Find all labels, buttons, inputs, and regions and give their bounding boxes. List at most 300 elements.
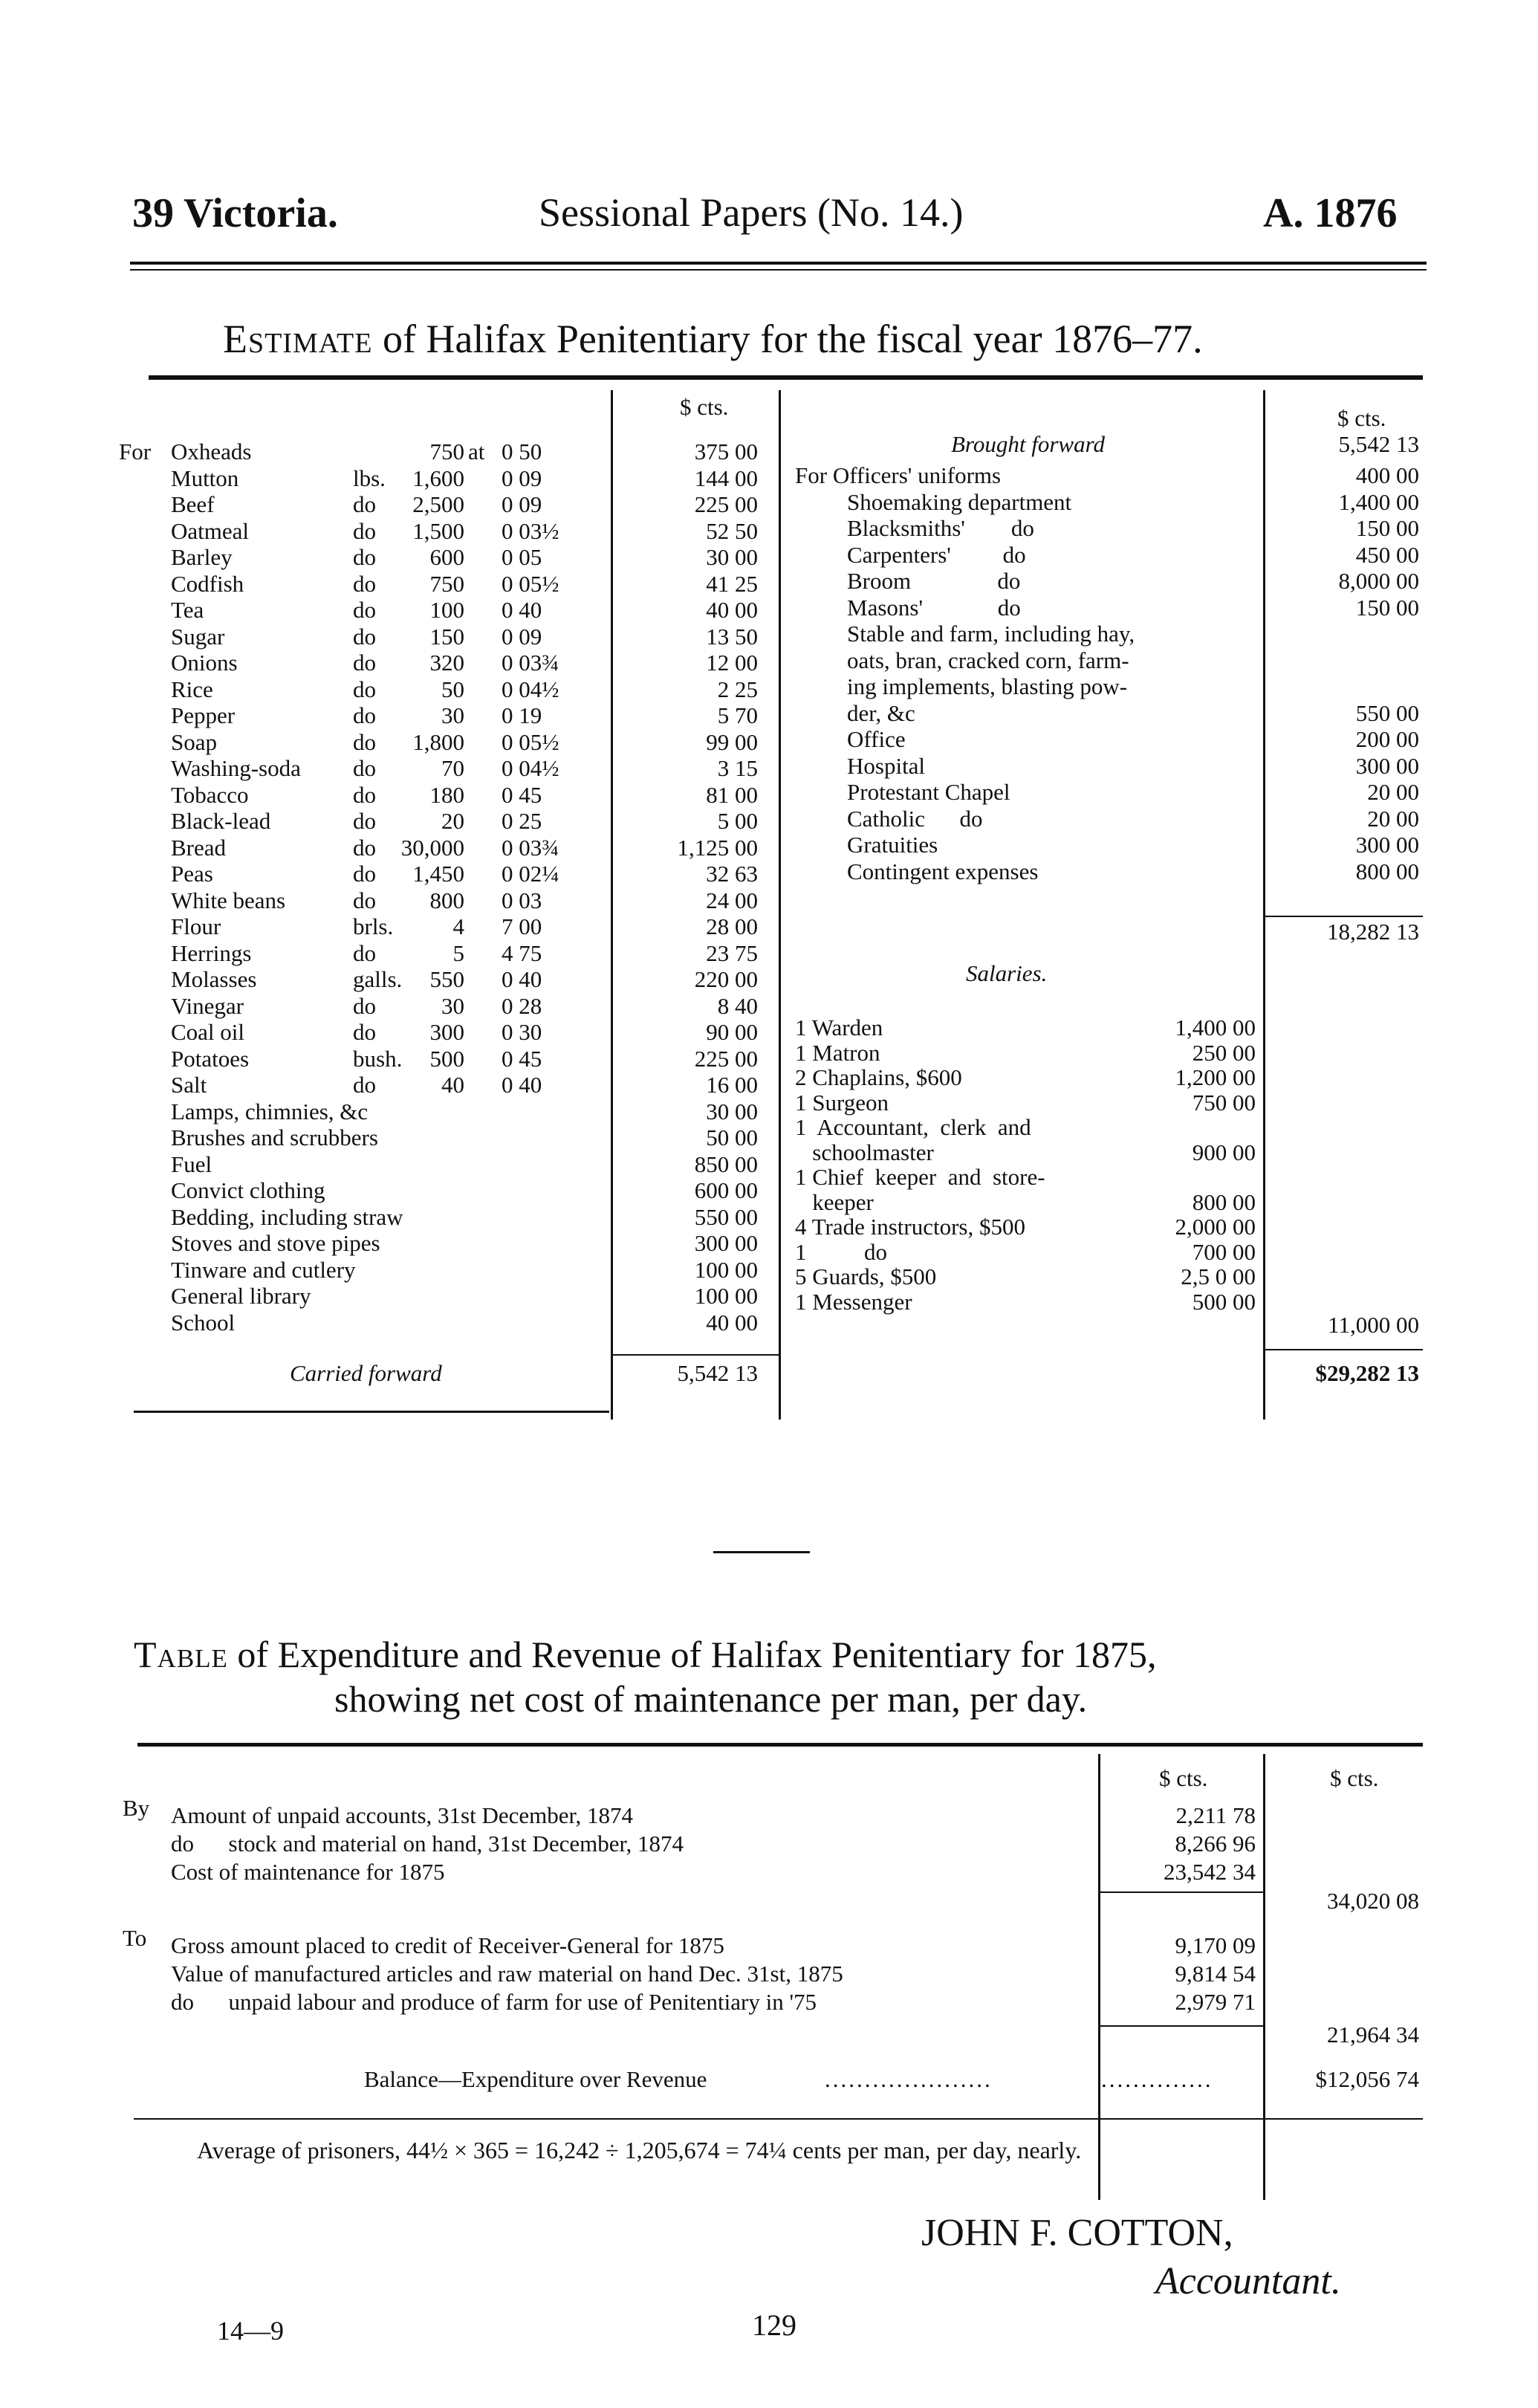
salary-name: 2 Chaplains, $600 [795, 1064, 962, 1090]
row-text: Cost of maintenance for 1875 [171, 1859, 445, 1885]
estimate-row [171, 1072, 765, 1098]
item-qty: 100 [429, 597, 464, 623]
item-amount: 5 00 [717, 808, 758, 834]
estimate-row [171, 438, 765, 465]
item-name: Fuel [171, 1150, 212, 1177]
signature-title: Accountant. [1155, 2260, 1341, 2302]
item-unit: do [353, 728, 376, 755]
salary-amount: 900 00 [1192, 1139, 1256, 1165]
item-name: Mutton [171, 465, 239, 491]
item-name: Flour [171, 913, 221, 939]
item-amount: 2 25 [717, 676, 758, 702]
estimate-right-row [795, 621, 1419, 647]
item-amount: 400 00 [1355, 462, 1419, 488]
estimate-row [171, 571, 765, 598]
item-unit: do [353, 992, 376, 1019]
header-right: A. 1876 [1263, 190, 1398, 236]
item-unit: do [353, 861, 376, 887]
item-price: 0 40 [502, 1072, 542, 1098]
header-left: 39 Victoria. [132, 190, 338, 236]
salary-row [795, 1064, 1263, 1091]
item-name: Bedding, including straw [171, 1203, 403, 1230]
subtotal-rule [1263, 916, 1423, 917]
item-name: Potatoes [171, 1045, 250, 1072]
salary-name: 1 do [795, 1238, 887, 1265]
item-amount: 1,125 00 [677, 834, 758, 861]
header-center: Sessional Papers (No. 14.) [539, 190, 964, 235]
item-amount: 90 00 [706, 1019, 758, 1045]
item-unit: do [353, 676, 376, 702]
divider [779, 390, 781, 1420]
item-amount: 5 70 [717, 702, 758, 728]
section-rule [134, 1411, 609, 1413]
salary-name: 1 Matron [795, 1039, 880, 1066]
estimate-title-rest: of Halifax Penitentiary for the fiscal year 1876–77. [382, 317, 1203, 361]
estimate-row [171, 835, 765, 861]
item-name: Protestant Chapel [847, 779, 1010, 805]
estimate-row [171, 808, 765, 835]
subtotal-rule [611, 1354, 779, 1356]
salary-amount: 2,5 0 00 [1181, 1263, 1256, 1289]
item-amount: 24 00 [706, 887, 758, 913]
item-amount: 32 63 [706, 861, 758, 887]
item-amount: 375 00 [694, 438, 758, 465]
row-amount: 2,979 71 [1175, 1989, 1256, 2015]
item-unit: do [353, 1019, 376, 1045]
estimate-right-row [795, 673, 1419, 700]
item-amount: 8,000 00 [1338, 568, 1419, 594]
item-amount: 16 00 [706, 1072, 758, 1098]
table-title-prefix: Table [134, 1634, 228, 1675]
item-amount: 30 00 [706, 544, 758, 570]
item-name: Convict clothing [171, 1177, 325, 1203]
estimate-row [171, 729, 765, 756]
item-name: Hospital [847, 752, 926, 779]
item-amount: 225 00 [694, 491, 758, 517]
estimate-row [171, 518, 765, 545]
row-amount: 8,266 96 [1175, 1831, 1256, 1857]
salary-name: 1 Warden [795, 1014, 883, 1040]
item-name: General library [171, 1283, 311, 1309]
table-title-line1: of Expenditure and Revenue of Halifax Penitentiary for 1875, [237, 1634, 1157, 1675]
estimate-row [171, 650, 765, 676]
item-amount: 850 00 [694, 1150, 758, 1177]
estimate-title-prefix: Estimate [223, 317, 373, 361]
by-total: 34,020 08 [1327, 1888, 1419, 1914]
item-amount: 30 00 [706, 1098, 758, 1124]
item-unit: do [353, 834, 376, 861]
item-amount: 8 40 [717, 992, 758, 1019]
salary-amount: 500 00 [1192, 1288, 1256, 1315]
item-unit: do [353, 781, 376, 808]
salary-row [795, 1214, 1263, 1240]
salaries-total: 11,000 00 [1328, 1312, 1419, 1338]
item-name: Office [847, 726, 906, 752]
item-name: Contingent expenses [847, 858, 1039, 884]
item-unit: do [353, 597, 376, 623]
item-price: 0 05 [502, 544, 542, 570]
salary-amount: 800 00 [1192, 1188, 1256, 1215]
first-prefix: For [119, 438, 152, 465]
item-name: Oxheads [171, 438, 252, 465]
item-unit: do [353, 517, 376, 544]
salary-name: 1 Surgeon [795, 1089, 889, 1116]
item-name: Tinware and cutlery [171, 1256, 356, 1283]
item-name: Vinegar [171, 992, 244, 1019]
item-name: oats, bran, cracked corn, farm- [847, 647, 1129, 673]
salaries-heading: Salaries. [966, 960, 1048, 986]
item-qty: 5 [452, 939, 464, 966]
item-amount: 225 00 [694, 1045, 758, 1072]
estimate-row [171, 940, 765, 967]
subtotal-rule [1098, 2025, 1263, 2027]
estimate-row [171, 1019, 765, 1046]
item-qty: 300 [429, 1019, 464, 1045]
item-amount: 150 00 [1355, 515, 1419, 541]
item-unit: bush. [353, 1045, 403, 1072]
item-price: 0 09 [502, 465, 542, 491]
item-unit: brls. [353, 913, 394, 939]
item-amount: 3 15 [717, 755, 758, 781]
estimate-rule [149, 375, 1423, 380]
item-qty: 40 [441, 1072, 464, 1098]
item-unit: do [353, 887, 376, 913]
item-price: 0 03¾ [502, 650, 559, 676]
item-amount: 450 00 [1355, 541, 1419, 568]
average-note: Average of prisoners, 44½ × 365 = 16,242 ÷ 1,205,674 = 74¼ cents per man, per day, nearly. [197, 2137, 1082, 2163]
item-amount: 150 00 [1355, 594, 1419, 621]
salary-amount: 750 00 [1192, 1089, 1256, 1116]
item-price: 0 25 [502, 808, 542, 834]
estimate-row [171, 993, 765, 1020]
signature-name: JOHN F. COTTON, [921, 2212, 1233, 2254]
item-price: 0 02¼ [502, 861, 559, 887]
item-qty: 20 [441, 808, 464, 834]
item-price: 0 40 [502, 966, 542, 992]
table-col1-head: $ cts. [1159, 1765, 1208, 1791]
item-qty: 320 [429, 650, 464, 676]
item-price: 4 75 [502, 939, 542, 966]
row-text: do unpaid labour and produce of farm for use of Penitentiary in '75 [171, 1989, 817, 2015]
balance-label: Balance—Expenditure over Revenue [364, 2066, 707, 2092]
salary-amount: 700 00 [1192, 1238, 1256, 1265]
item-name: Brought forward [951, 431, 1105, 457]
row-amount: 9,170 09 [1175, 1932, 1256, 1958]
estimate-row [171, 624, 765, 650]
section-separator [713, 1551, 810, 1553]
item-name: Lamps, chimnies, &c [171, 1098, 369, 1124]
item-name: Tobacco [171, 781, 249, 808]
item-unit: do [353, 623, 376, 650]
item-amount: 300 00 [694, 1230, 758, 1256]
item-name: Molasses [171, 966, 257, 992]
salary-amount: 1,200 00 [1175, 1064, 1256, 1090]
table-row [171, 1961, 1256, 1987]
salary-name: 1 Accountant, clerk and [795, 1114, 1031, 1140]
estimate-right-row [795, 753, 1419, 780]
item-name: Barley [171, 544, 233, 570]
estimate-row [171, 1151, 765, 1178]
estimate-right-row [795, 858, 1419, 885]
item-qty: 30 [441, 992, 464, 1019]
header-rule [130, 262, 1427, 265]
item-amount: 200 00 [1355, 726, 1419, 752]
item-name: Gratuities [847, 832, 938, 858]
salary-name: schoolmaster [795, 1139, 934, 1165]
item-qty: 30,000 [400, 834, 464, 861]
item-price: 0 03 [502, 887, 542, 913]
estimate-row [171, 702, 765, 729]
carried-forward-amount: 5,542 13 [677, 1360, 758, 1386]
item-qty: 600 [429, 544, 464, 570]
item-price: 0 09 [502, 491, 542, 517]
footer-left: 14—9 [217, 2316, 284, 2346]
salary-row [795, 1090, 1263, 1116]
item-amount: 20 00 [1367, 805, 1419, 832]
item-name: Blacksmiths' do [847, 515, 1034, 541]
item-name: Tea [171, 597, 204, 623]
item-name: Black-lead [171, 808, 271, 834]
row-text: do stock and material on hand, 31st December, 1874 [171, 1831, 684, 1857]
item-name: Broom do [847, 568, 1021, 594]
estimate-right-row [795, 462, 1419, 489]
item-unit: do [353, 702, 376, 728]
item-name: White beans [171, 887, 286, 913]
by-label: By [123, 1795, 150, 1821]
item-name: Soap [171, 728, 217, 755]
item-amount: 100 00 [694, 1256, 758, 1283]
to-label: To [123, 1925, 147, 1951]
table-col2-head: $ cts. [1330, 1765, 1379, 1791]
estimate-right-row [795, 431, 1419, 458]
row-text: Amount of unpaid accounts, 31st December, 1874 [171, 1802, 634, 1828]
item-name: Bread [171, 834, 227, 861]
item-price: 0 40 [502, 597, 542, 623]
salary-row [795, 1189, 1263, 1216]
item-qty: 550 [429, 966, 464, 992]
item-amount: 41 25 [706, 570, 758, 597]
estimate-right-row [795, 489, 1419, 516]
item-qty: 1,800 [412, 728, 464, 755]
salary-row [795, 1139, 1263, 1166]
item-qty: 70 [441, 755, 464, 781]
item-price: 0 03¾ [502, 834, 559, 861]
row-amount: 9,814 54 [1175, 1961, 1256, 1987]
item-name: Peas [171, 861, 213, 887]
estimate-right-row [795, 647, 1419, 674]
estimate-right-row [795, 595, 1419, 621]
item-qty: 180 [429, 781, 464, 808]
estimate-row [171, 597, 765, 624]
item-amount: 40 00 [706, 1309, 758, 1336]
salary-name: 4 Trade instructors, $500 [795, 1214, 1025, 1240]
estimate-row [171, 1283, 765, 1310]
estimate-right-row [795, 542, 1419, 569]
salary-row [795, 1289, 1263, 1315]
item-name: Codfish [171, 570, 244, 597]
estimate-right-row [795, 832, 1419, 858]
item-amount: 144 00 [694, 465, 758, 491]
subtotal-rule [1098, 1891, 1263, 1893]
item-price: 0 30 [502, 1019, 542, 1045]
estimate-row [171, 491, 765, 518]
estimate-right-row [795, 700, 1419, 727]
item-name: Onions [171, 650, 238, 676]
salary-amount: 2,000 00 [1175, 1214, 1256, 1240]
estimate-right-row [795, 515, 1419, 542]
item-amount: 52 50 [706, 517, 758, 544]
table-rule [137, 1743, 1423, 1747]
item-price: 0 19 [502, 702, 542, 728]
table-row [171, 1831, 1256, 1857]
estimate-row [171, 1177, 765, 1204]
salary-name: 1 Chief keeper and store- [795, 1164, 1045, 1190]
item-name: Catholic do [847, 805, 983, 832]
item-price: 0 05½ [502, 728, 559, 755]
item-amount: 99 00 [706, 728, 758, 755]
item-qty: 2,500 [412, 491, 464, 517]
divider [1263, 1754, 1265, 2200]
item-name: Stoves and stove pipes [171, 1230, 380, 1256]
item-price: 0 04½ [502, 676, 559, 702]
carried-forward-label: Carried forward [290, 1360, 442, 1386]
item-amount: 220 00 [694, 966, 758, 992]
estimate-row [171, 1204, 765, 1231]
estimate-row [171, 465, 765, 492]
item-price: 0 50 [502, 438, 542, 465]
item-price: 0 45 [502, 1045, 542, 1072]
item-name: Pepper [171, 702, 236, 728]
item-qty: 1,450 [412, 861, 464, 887]
item-unit: do [353, 808, 376, 834]
item-amount: 300 00 [1355, 832, 1419, 858]
item-name: Stable and farm, including hay, [847, 621, 1135, 647]
item-name: Oatmeal [171, 517, 250, 544]
row-amount: 2,211 78 [1175, 1802, 1256, 1828]
grand-total: $29,282 13 [1315, 1360, 1419, 1386]
item-name: Washing-soda [171, 755, 301, 781]
estimate-row [171, 1124, 765, 1151]
item-amount: 100 00 [694, 1283, 758, 1309]
item-qty: 1,600 [412, 465, 464, 491]
item-unit: do [353, 544, 376, 570]
table-subtitle: showing net cost of maintenance per man, per day. [334, 1678, 1088, 1720]
item-price: 0 28 [502, 992, 542, 1019]
right-subtotal: 18,282 13 [1327, 919, 1419, 945]
estimate-row [171, 1046, 765, 1072]
table-row [171, 1932, 1256, 1959]
salary-name: 5 Guards, $500 [795, 1263, 937, 1289]
item-price: 7 00 [502, 913, 542, 939]
item-amount: 23 75 [706, 939, 758, 966]
item-qty: 4 [452, 913, 464, 939]
salary-name: 1 Messenger [795, 1288, 912, 1315]
leader: .............. [1101, 2066, 1213, 2092]
table-row [171, 1802, 1256, 1829]
item-amount: 28 00 [706, 913, 758, 939]
salary-name: keeper [795, 1188, 874, 1215]
item-name: Carpenters' do [847, 541, 1026, 568]
balance-amount: $12,056 74 [1315, 2066, 1419, 2092]
row-amount: 23,542 34 [1164, 1859, 1256, 1885]
item-amount: 550 00 [694, 1203, 758, 1230]
table-row [171, 1989, 1256, 2016]
item-qty: 50 [441, 676, 464, 702]
estimate-title [223, 316, 1203, 362]
item-amount: 1,400 00 [1338, 488, 1419, 515]
estimate-row [171, 755, 765, 782]
item-amount: 12 00 [706, 650, 758, 676]
item-unit: do [353, 491, 376, 517]
item-unit: do [353, 755, 376, 781]
item-unit: do [353, 939, 376, 966]
item-qty: 750 [429, 570, 464, 597]
item-name: School [171, 1309, 236, 1336]
col-head: $ cts. [680, 394, 729, 420]
item-name: Herrings [171, 939, 252, 966]
page-number: 129 [752, 2308, 796, 2342]
item-qty: 800 [429, 887, 464, 913]
table-bottom-rule [134, 2118, 1423, 2120]
item-unit: lbs. [353, 465, 386, 491]
item-at: at [468, 438, 485, 465]
estimate-row [171, 676, 765, 703]
item-qty: 1,500 [412, 517, 464, 544]
estimate-row [171, 1257, 765, 1284]
item-price: 0 03½ [502, 517, 559, 544]
table-row [171, 1859, 1256, 1886]
salary-row [795, 1239, 1263, 1266]
item-price: 0 04½ [502, 755, 559, 781]
item-name: Coal oil [171, 1019, 245, 1045]
item-price: 0 05½ [502, 570, 559, 597]
salary-row [795, 1014, 1263, 1041]
item-name: Sugar [171, 623, 225, 650]
item-amount: 40 00 [706, 597, 758, 623]
estimate-row [171, 782, 765, 809]
item-name: der, &c [847, 699, 915, 726]
estimate-row [171, 966, 765, 993]
estimate-row [171, 544, 765, 571]
item-qty: 750 [429, 438, 464, 465]
row-text: Value of manufactured articles and raw material on hand Dec. 31st, 1875 [171, 1961, 843, 1987]
item-unit: do [353, 570, 376, 597]
right-col-head: $ cts. [1337, 405, 1386, 431]
item-amount: 800 00 [1355, 858, 1419, 884]
leader: ..................... [825, 2066, 993, 2092]
estimate-row [171, 887, 765, 914]
estimate-row [171, 1230, 765, 1257]
salary-row [795, 1114, 1263, 1141]
estimate-right-row [795, 726, 1419, 753]
estimate-row [171, 1098, 765, 1125]
salary-amount: 250 00 [1192, 1039, 1256, 1066]
to-total: 21,964 34 [1327, 2022, 1419, 2048]
item-amount: 81 00 [706, 781, 758, 808]
estimate-row [171, 861, 765, 887]
item-name: Salt [171, 1072, 207, 1098]
salary-row [795, 1040, 1263, 1067]
estimate-right-row [795, 568, 1419, 595]
item-amount: 13 50 [706, 623, 758, 650]
item-unit: do [353, 1072, 376, 1098]
item-amount: 50 00 [706, 1124, 758, 1150]
item-unit: galls. [353, 966, 403, 992]
total-rule [1263, 1349, 1423, 1350]
item-price: 0 09 [502, 623, 542, 650]
row-text: Gross amount placed to credit of Receiver-General for 1875 [171, 1932, 724, 1958]
item-qty: 30 [441, 702, 464, 728]
